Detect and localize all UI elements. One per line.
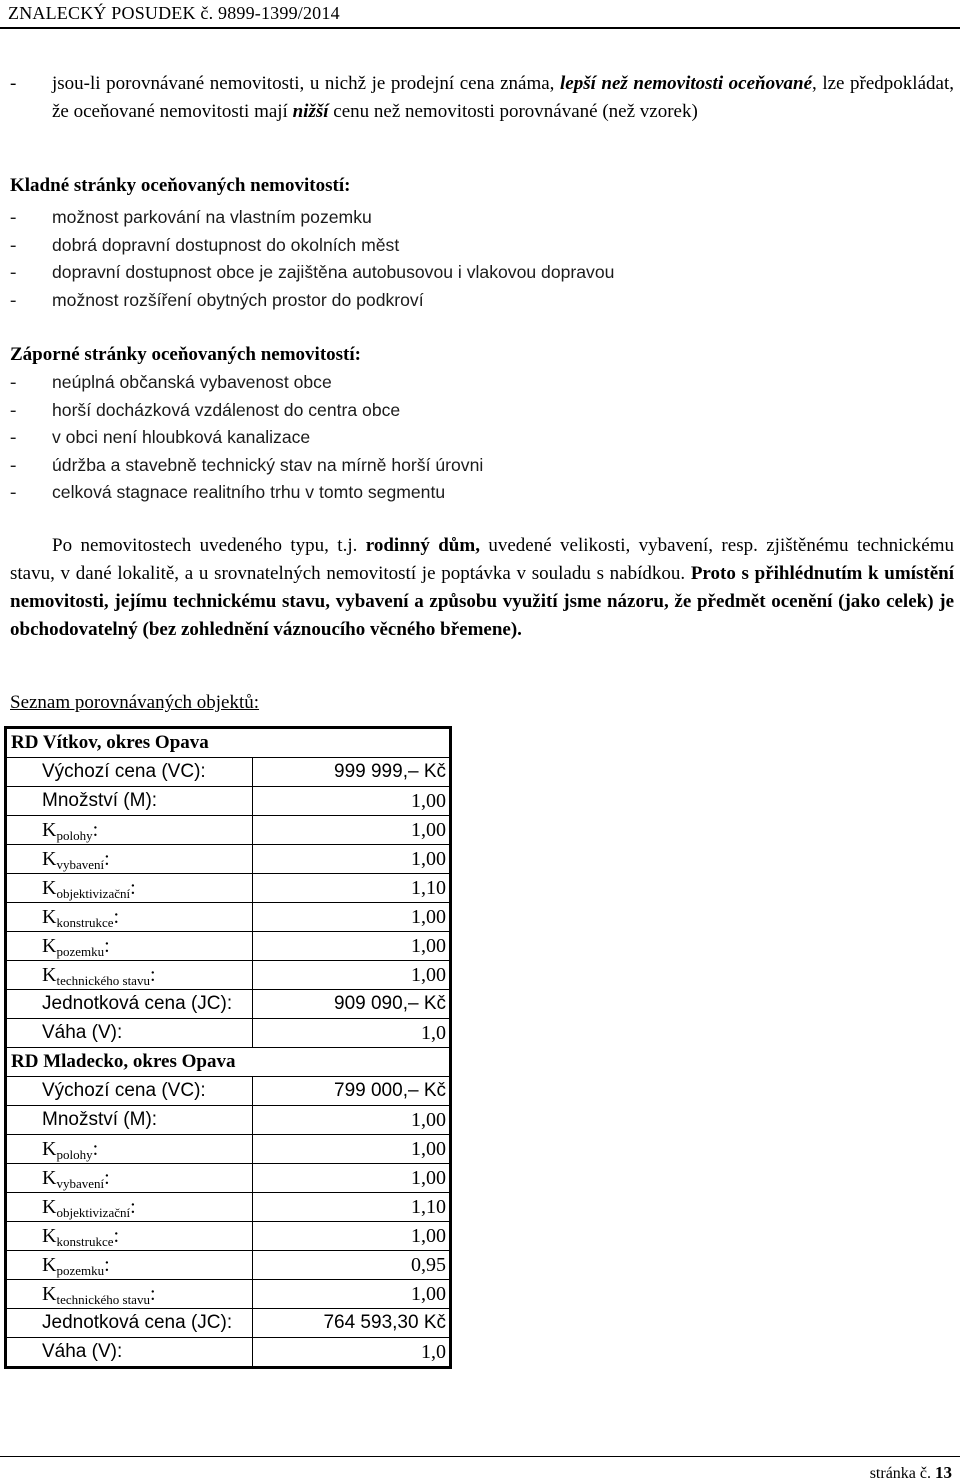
table-row: Jednotková cena (JC): 764 593,30 Kč xyxy=(7,1309,449,1338)
table-row: $K_{vybavení}$: 1,00 xyxy=(7,845,449,874)
page-number: stránka č. 13 xyxy=(869,1463,952,1482)
table-row: $K_{konstrukce}$: 1,00 xyxy=(7,1222,449,1251)
intro-emphasis-lower: nižší xyxy=(292,100,329,122)
table-row: $K_{pozemku}$: 0,95 xyxy=(7,1251,449,1280)
table-row: Jednotková cena (JC): 909 090,– Kč xyxy=(7,990,449,1019)
table-row: Váha (V): 1,0 xyxy=(7,1338,449,1366)
list-item: - možnost parkování na vlastním pozemku xyxy=(10,207,372,228)
property-type: rodinný dům, xyxy=(365,535,480,556)
conclusion-text: Proto s přihlédnutím k umístění nemovitosti, jejímu technickému stavu, vybavení a způsobu využití jsme názoru, že předmět ocenění (jako celek) je obchodovatelný (bez zohlednění váznoucího věcného břemene). xyxy=(10,563,954,640)
bullet-dash: - xyxy=(10,73,17,94)
table-row: $K_{objektivizační}$: 1,10 xyxy=(7,1193,449,1222)
table-row: Množství (M): 1,00 xyxy=(7,1106,449,1135)
table-row: $K_{vybavení}$: 1,00 xyxy=(7,1164,449,1193)
negatives-list xyxy=(10,369,483,507)
list-item: - neúplná občanská vybavenost obce xyxy=(10,372,332,393)
comparison-table xyxy=(4,726,452,1369)
object-title: RD Vítkov, okres Opava xyxy=(7,729,449,758)
list-item: - celková stagnace realitního trhu v tomto segmentu xyxy=(10,482,446,504)
header-rule xyxy=(0,27,960,29)
page-body xyxy=(10,70,955,1363)
list-item: - možnost rozšíření obytných prostor do podkroví xyxy=(10,289,424,311)
table-row: $K_{polohy}$: 1,00 xyxy=(7,1135,449,1164)
table-row: $K_{objektivizační}$: 1,10 xyxy=(7,874,449,903)
table-row: $K_{konstrukce}$: 1,00 xyxy=(7,903,449,932)
table-row: $K_{polohy}$: 1,00 xyxy=(7,816,449,845)
positives-list xyxy=(10,204,614,314)
positives-heading: Kladné stránky oceňovaných nemovitostí: xyxy=(10,175,351,196)
negatives-heading: Záporné stránky oceňovaných nemovitostí: xyxy=(10,344,361,365)
list-item: - v obci není hloubková kanalizace xyxy=(10,427,311,449)
table-row: Množství (M): 1,00 xyxy=(7,787,449,816)
comparison-list-heading: Seznam porovnávaných objektů: xyxy=(10,692,260,713)
table-row: Váha (V): 1,0 xyxy=(7,1019,449,1048)
table-row: $K_{technického stavu}$: 1,00 xyxy=(7,1280,449,1309)
table-row: Výchozí cena (VC): 999 999,– Kč xyxy=(7,758,449,787)
intro-text-1: jsou-li porovnávané nemovitosti, u nichž je prodejní cena známa, xyxy=(52,73,560,94)
marketability-paragraph: Po nemovitostech uvedeného typu, t.j. rodinný dům, uvedené velikosti, vybavení, resp. zjištěnému technickému stavu, v dané lokalitě, a u srovnatelných nemovitostí je poptávka v souladu s nabídkou. Proto s přihlédnutím k umístění nemovitosti, jejímu technickému stavu, vybavení a způsobu využití jsme názoru, že předmět ocenění (jako celek) je obchodovatelný (bez zohlednění váznoucího věcného břemene). xyxy=(10,535,955,640)
table-row: Výchozí cena (VC): 799 000,– Kč xyxy=(7,1077,449,1106)
document-header: ZNALECKÝ POSUDEK č. 9899-1399/2014 xyxy=(8,3,340,23)
table-row: $K_{pozemku}$: 1,00 xyxy=(7,932,449,961)
list-item: - údržba a stavebně technický stav na mírně horší úrovni xyxy=(10,454,484,476)
list-item: - dobrá dopravní dostupnost do okolních měst xyxy=(10,234,400,256)
intro-emphasis-better: lepší než nemovitosti oceňované xyxy=(559,73,813,94)
intro-bullet xyxy=(10,70,954,125)
table-row: $K_{technického stavu}$: 1,00 xyxy=(7,961,449,990)
list-item: - horší docházková vzdálenost do centra obce xyxy=(10,399,401,421)
footer-rule xyxy=(0,1456,960,1457)
list-item: - dopravní dostupnost obce je zajištěna autobusovou i vlakovou dopravou xyxy=(10,262,615,284)
intro-text-2: , lze předpokládat, že oceňované nemovitosti mají xyxy=(52,73,954,122)
intro-text-3: cenu než nemovitosti porovnávané (než vzorek) xyxy=(328,100,698,122)
object-title: RD Mladecko, okres Opava xyxy=(7,1048,449,1077)
